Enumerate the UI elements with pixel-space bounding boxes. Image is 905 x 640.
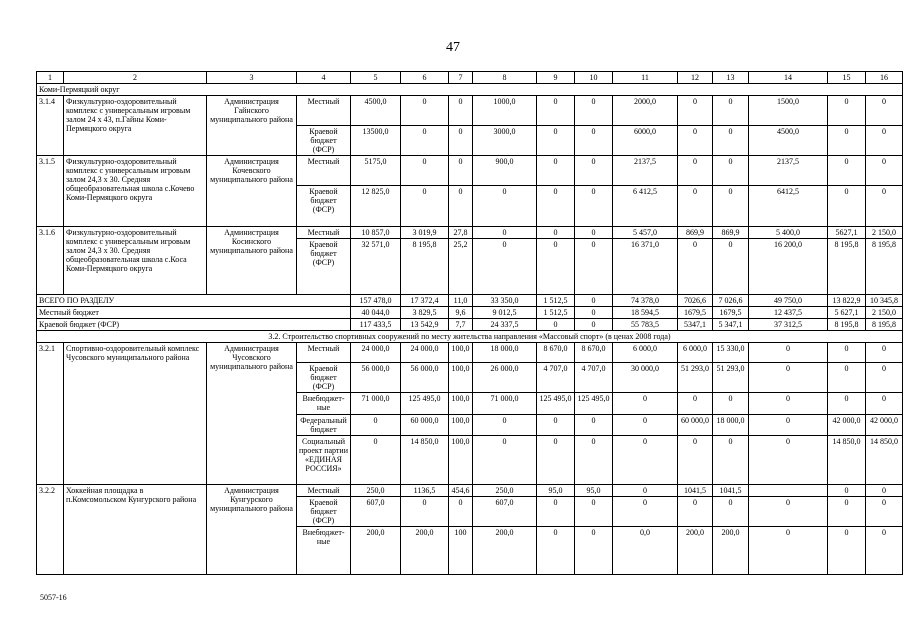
- amount-cell: 0: [575, 96, 613, 126]
- amount-cell: 7,7: [449, 319, 473, 331]
- amount-cell: 0: [401, 497, 449, 527]
- amount-cell: 0: [575, 319, 613, 331]
- funding-source: Краевой бюджет (ФСР): [297, 239, 351, 295]
- amount-cell: 0: [537, 497, 575, 527]
- amount-cell: 0: [713, 239, 749, 295]
- amount-cell: 0: [678, 393, 713, 415]
- budget-table: [36, 71, 903, 575]
- amount-cell: 200,0: [678, 527, 713, 575]
- amount-cell: 117 433,5: [351, 319, 401, 331]
- amount-cell: 0: [613, 415, 678, 436]
- amount-cell: 12 437,5: [749, 307, 828, 319]
- amount-cell: 0: [678, 126, 713, 156]
- amount-cell: 0: [613, 436, 678, 485]
- amount-cell: 0: [713, 186, 749, 227]
- column-header: 6: [401, 72, 449, 84]
- funding-source: Федеральный бюджет: [297, 415, 351, 436]
- amount-cell: 0: [749, 343, 828, 363]
- amount-cell: 0: [537, 527, 575, 575]
- project-number: 3.1.6: [37, 227, 64, 295]
- amount-cell: 4 707,0: [575, 363, 613, 393]
- amount-cell: 0: [449, 497, 473, 527]
- amount-cell: 6 000,0: [613, 343, 678, 363]
- funding-source: Краевой бюджет (ФСР): [297, 497, 351, 527]
- amount-cell: 0: [749, 393, 828, 415]
- amount-cell: 0: [537, 186, 575, 227]
- amount-cell: 0: [678, 239, 713, 295]
- project-name: Физкультурно-оздоровительный комплекс с универсальным игровым залом 24 х 43, п.Гайны Коми-Пермяцкого округа: [64, 96, 207, 156]
- amount-cell: 95,0: [537, 485, 575, 497]
- section-title: 3.2. Строительство спортивных сооружений по месту жительства направления «Массовый спорт» (в ценах 2008 года): [37, 331, 903, 343]
- amount-cell: 607,0: [351, 497, 401, 527]
- amount-cell: 3000,0: [473, 126, 537, 156]
- amount-cell: 0: [866, 343, 903, 363]
- amount-cell: 0: [828, 126, 866, 156]
- amount-cell: 0: [866, 527, 903, 575]
- amount-cell: 8 195,8: [828, 319, 866, 331]
- total-row: [37, 307, 903, 319]
- amount-cell: 55 783,5: [613, 319, 678, 331]
- amount-cell: 0: [575, 126, 613, 156]
- amount-cell: 0: [678, 497, 713, 527]
- amount-cell: 0: [713, 497, 749, 527]
- amount-cell: 0: [449, 96, 473, 126]
- amount-cell: 0: [537, 227, 575, 239]
- amount-cell: 125 495,0: [575, 393, 613, 415]
- amount-cell: 0: [575, 415, 613, 436]
- amount-cell: 8 670,0: [537, 343, 575, 363]
- amount-cell: 49 750,0: [749, 295, 828, 307]
- project-number: 3.1.5: [37, 156, 64, 227]
- amount-cell: 0: [749, 527, 828, 575]
- amount-cell: 100: [449, 527, 473, 575]
- funding-source: Социальный проект партии «ЕДИНАЯ РОССИЯ»: [297, 436, 351, 485]
- column-header: 12: [678, 72, 713, 84]
- amount-cell: 454,6: [449, 485, 473, 497]
- amount-cell: 869,9: [713, 227, 749, 239]
- column-header: 5: [351, 72, 401, 84]
- amount-cell: 200,0: [401, 527, 449, 575]
- amount-cell: 6 000,0: [678, 343, 713, 363]
- total-row: [37, 295, 903, 307]
- amount-cell: 16 371,0: [613, 239, 678, 295]
- amount-cell: 24 000,0: [401, 343, 449, 363]
- amount-cell: 0: [613, 485, 678, 497]
- amount-cell: 9 012,5: [473, 307, 537, 319]
- amount-cell: 4 707,0: [537, 363, 575, 393]
- total-row: [37, 319, 903, 331]
- amount-cell: 0: [449, 156, 473, 186]
- project-administrator: Администрация Чусовского муниципального района: [207, 343, 297, 485]
- amount-cell: 0: [613, 393, 678, 415]
- amount-cell: 5627,1: [828, 227, 866, 239]
- amount-cell: 30 000,0: [613, 363, 678, 393]
- amount-cell: 4500,0: [749, 126, 828, 156]
- amount-cell: 125 495,0: [401, 393, 449, 415]
- column-header: 11: [613, 72, 678, 84]
- column-header-row: [37, 72, 903, 84]
- project-name: Спортивно-оздоровительный комплекс Чусовского муниципального района: [64, 343, 207, 485]
- amount-cell: 13500,0: [351, 126, 401, 156]
- amount-cell: 6412,5: [749, 186, 828, 227]
- amount-cell: 0: [401, 96, 449, 126]
- amount-cell: 0: [473, 227, 537, 239]
- funding-source: Местный: [297, 96, 351, 126]
- amount-cell: 0: [678, 156, 713, 186]
- funding-source: Краевой бюджет (ФСР): [297, 186, 351, 227]
- amount-cell: 8 670,0: [575, 343, 613, 363]
- amount-cell: 24 000,0: [351, 343, 401, 363]
- amount-cell: 5 347,1: [713, 319, 749, 331]
- amount-cell: 200,0: [713, 527, 749, 575]
- amount-cell: 0: [828, 343, 866, 363]
- amount-cell: 250,0: [473, 485, 537, 497]
- amount-cell: 200,0: [351, 527, 401, 575]
- amount-cell: 56 000,0: [351, 363, 401, 393]
- amount-cell: 3 019,9: [401, 227, 449, 239]
- amount-cell: 100,0: [449, 393, 473, 415]
- amount-cell: 71 000,0: [351, 393, 401, 415]
- amount-cell: 2000,0: [613, 96, 678, 126]
- amount-cell: 0: [866, 363, 903, 393]
- project-name: Физкультурно-оздоровительный комплекс с универсальным игровым залом 24,3 х 30. Средняя общеобразовательная школа с.Коса Коми-Пермяцкого округа: [64, 227, 207, 295]
- amount-cell: 0: [749, 436, 828, 485]
- amount-cell: 74 378,0: [613, 295, 678, 307]
- amount-cell: 18 594,5: [613, 307, 678, 319]
- amount-cell: 0: [575, 436, 613, 485]
- amount-cell: 5 400,0: [749, 227, 828, 239]
- amount-cell: 607,0: [473, 497, 537, 527]
- amount-cell: 2 150,0: [866, 307, 903, 319]
- amount-cell: 51 293,0: [713, 363, 749, 393]
- column-header: 8: [473, 72, 537, 84]
- amount-cell: 37 312,5: [749, 319, 828, 331]
- amount-cell: 2137,5: [613, 156, 678, 186]
- funding-source: Внебюджет-ные: [297, 393, 351, 415]
- project-number: 3.1.4: [37, 96, 64, 156]
- amount-cell: 0: [713, 156, 749, 186]
- amount-cell: 18 000,0: [713, 415, 749, 436]
- amount-cell: 0: [473, 436, 537, 485]
- amount-cell: 60 000,0: [401, 415, 449, 436]
- amount-cell: 10 345,8: [866, 295, 903, 307]
- amount-cell: 0: [351, 415, 401, 436]
- project-administrator: Администрация Гайнского муниципального района: [207, 96, 297, 156]
- amount-cell: 33 350,0: [473, 295, 537, 307]
- amount-cell: 2 150,0: [866, 227, 903, 239]
- amount-cell: 0: [351, 436, 401, 485]
- total-label: ВСЕГО ПО РАЗДЕЛУ: [37, 295, 351, 307]
- project-administrator: Администрация Кочевского муниципального района: [207, 156, 297, 227]
- column-header: 16: [866, 72, 903, 84]
- amount-cell: 0: [713, 126, 749, 156]
- amount-cell: 25,2: [449, 239, 473, 295]
- document-code: 5057-16: [40, 593, 67, 602]
- amount-cell: 27,8: [449, 227, 473, 239]
- amount-cell: 0: [828, 186, 866, 227]
- funding-source: Местный: [297, 343, 351, 363]
- amount-cell: 1679,5: [678, 307, 713, 319]
- project-row: [37, 343, 903, 363]
- amount-cell: 56 000,0: [401, 363, 449, 393]
- amount-cell: 1679,5: [713, 307, 749, 319]
- project-row: [37, 485, 903, 497]
- amount-cell: 100,0: [449, 343, 473, 363]
- amount-cell: 7026,6: [678, 295, 713, 307]
- amount-cell: 17 372,4: [401, 295, 449, 307]
- amount-cell: 0: [713, 393, 749, 415]
- column-header: 14: [749, 72, 828, 84]
- amount-cell: 0: [678, 186, 713, 227]
- amount-cell: 0: [866, 156, 903, 186]
- amount-cell: 3 829,5: [401, 307, 449, 319]
- amount-cell: 0: [613, 497, 678, 527]
- amount-cell: 0: [401, 186, 449, 227]
- amount-cell: 900,0: [473, 156, 537, 186]
- amount-cell: 40 044,0: [351, 307, 401, 319]
- amount-cell: 0: [575, 227, 613, 239]
- amount-cell: 4500,0: [351, 96, 401, 126]
- amount-cell: 11,0: [449, 295, 473, 307]
- amount-cell: 250,0: [351, 485, 401, 497]
- amount-cell: 60 000,0: [678, 415, 713, 436]
- amount-cell: 13 822,9: [828, 295, 866, 307]
- project-administrator: Администрация Кунгурского муниципального района: [207, 485, 297, 575]
- amount-cell: 14 850,0: [401, 436, 449, 485]
- amount-cell: 6000,0: [613, 126, 678, 156]
- amount-cell: 0: [473, 415, 537, 436]
- amount-cell: 26 000,0: [473, 363, 537, 393]
- amount-cell: 5 627,1: [828, 307, 866, 319]
- amount-cell: 0: [678, 96, 713, 126]
- amount-cell: 100,0: [449, 415, 473, 436]
- table-body: [37, 72, 903, 575]
- amount-cell: [749, 485, 828, 497]
- page-number: 47: [446, 40, 460, 55]
- amount-cell: 0: [537, 156, 575, 186]
- amount-cell: 0: [828, 156, 866, 186]
- section-row: [37, 84, 903, 96]
- amount-cell: 8 195,8: [828, 239, 866, 295]
- amount-cell: 0: [713, 436, 749, 485]
- amount-cell: 0: [828, 96, 866, 126]
- amount-cell: 0: [575, 156, 613, 186]
- amount-cell: 0: [828, 497, 866, 527]
- amount-cell: 0: [713, 96, 749, 126]
- project-row: [37, 156, 903, 186]
- column-header: 9: [537, 72, 575, 84]
- amount-cell: 95,0: [575, 485, 613, 497]
- amount-cell: 9,6: [449, 307, 473, 319]
- amount-cell: 1000,0: [473, 96, 537, 126]
- amount-cell: 0: [537, 415, 575, 436]
- amount-cell: 0: [866, 497, 903, 527]
- amount-cell: 0: [401, 156, 449, 186]
- amount-cell: 0: [575, 295, 613, 307]
- section-row: [37, 331, 903, 343]
- amount-cell: 2137,5: [749, 156, 828, 186]
- amount-cell: 869,9: [678, 227, 713, 239]
- amount-cell: 18 000,0: [473, 343, 537, 363]
- funding-source: Местный: [297, 227, 351, 239]
- amount-cell: 5175,0: [351, 156, 401, 186]
- total-label: Краевой бюджет (ФСР): [37, 319, 351, 331]
- column-header: 7: [449, 72, 473, 84]
- funding-source: Местный: [297, 485, 351, 497]
- amount-cell: 0: [866, 393, 903, 415]
- amount-cell: 157 478,0: [351, 295, 401, 307]
- amount-cell: 0: [575, 527, 613, 575]
- amount-cell: 1041,5: [713, 485, 749, 497]
- amount-cell: 0: [866, 96, 903, 126]
- amount-cell: 12 825,0: [351, 186, 401, 227]
- amount-cell: 0: [449, 126, 473, 156]
- column-header: 15: [828, 72, 866, 84]
- amount-cell: 13 542,9: [401, 319, 449, 331]
- amount-cell: 0: [537, 436, 575, 485]
- amount-cell: 0: [828, 485, 866, 497]
- amount-cell: 0: [473, 186, 537, 227]
- amount-cell: 6 412,5: [613, 186, 678, 227]
- amount-cell: 200,0: [473, 527, 537, 575]
- amount-cell: 1 512,5: [537, 307, 575, 319]
- project-administrator: Администрация Косинского муниципального района: [207, 227, 297, 295]
- amount-cell: 15 330,0: [713, 343, 749, 363]
- amount-cell: 42 000,0: [828, 415, 866, 436]
- funding-source: Краевой бюджет (ФСР): [297, 126, 351, 156]
- amount-cell: 0: [449, 186, 473, 227]
- amount-cell: 100,0: [449, 363, 473, 393]
- amount-cell: 51 293,0: [678, 363, 713, 393]
- amount-cell: 0: [537, 319, 575, 331]
- amount-cell: 0: [749, 497, 828, 527]
- amount-cell: 0: [575, 497, 613, 527]
- amount-cell: 42 000,0: [866, 415, 903, 436]
- amount-cell: 8 195,8: [866, 239, 903, 295]
- amount-cell: 10 857,0: [351, 227, 401, 239]
- amount-cell: 1 512,5: [537, 295, 575, 307]
- amount-cell: 0: [473, 239, 537, 295]
- amount-cell: 5347,1: [678, 319, 713, 331]
- column-header: 10: [575, 72, 613, 84]
- amount-cell: 71 000,0: [473, 393, 537, 415]
- amount-cell: 0: [678, 436, 713, 485]
- column-header: 1: [37, 72, 64, 84]
- amount-cell: 0: [866, 186, 903, 227]
- amount-cell: 7 026,6: [713, 295, 749, 307]
- amount-cell: 1136,5: [401, 485, 449, 497]
- amount-cell: 14 850,0: [866, 436, 903, 485]
- amount-cell: 0,0: [613, 527, 678, 575]
- amount-cell: 16 200,0: [749, 239, 828, 295]
- amount-cell: 0: [828, 363, 866, 393]
- amount-cell: 0: [866, 126, 903, 156]
- amount-cell: 24 337,5: [473, 319, 537, 331]
- column-header: 13: [713, 72, 749, 84]
- column-header: 4: [297, 72, 351, 84]
- amount-cell: 5 457,0: [613, 227, 678, 239]
- amount-cell: 0: [537, 126, 575, 156]
- amount-cell: 0: [401, 126, 449, 156]
- amount-cell: 1500,0: [749, 96, 828, 126]
- amount-cell: 0: [749, 415, 828, 436]
- amount-cell: 0: [866, 485, 903, 497]
- amount-cell: 0: [537, 96, 575, 126]
- project-number: 3.2.1: [37, 343, 64, 485]
- amount-cell: 0: [537, 239, 575, 295]
- total-label: Местный бюджет: [37, 307, 351, 319]
- project-row: [37, 227, 903, 239]
- amount-cell: 0: [828, 393, 866, 415]
- amount-cell: 1041,5: [678, 485, 713, 497]
- project-name: Хоккейная площадка в п.Комсомольском Кунгурского района: [64, 485, 207, 575]
- amount-cell: 100,0: [449, 436, 473, 485]
- project-row: [37, 96, 903, 126]
- column-header: 3: [207, 72, 297, 84]
- column-header: 2: [64, 72, 207, 84]
- amount-cell: 8 195,8: [866, 319, 903, 331]
- amount-cell: 125 495,0: [537, 393, 575, 415]
- funding-source: Внебюджет-ные: [297, 527, 351, 575]
- amount-cell: 8 195,8: [401, 239, 449, 295]
- amount-cell: 0: [828, 527, 866, 575]
- amount-cell: 0: [575, 186, 613, 227]
- amount-cell: 14 850,0: [828, 436, 866, 485]
- amount-cell: 0: [749, 363, 828, 393]
- funding-source: Местный: [297, 156, 351, 186]
- project-number: 3.2.2: [37, 485, 64, 575]
- amount-cell: 0: [575, 307, 613, 319]
- section-title: Коми-Пермяцкий округ: [37, 84, 903, 96]
- project-name: Физкультурно-оздоровительный комплекс с универсальным игровым залом 24,3 х 30. Средняя общеобразовательная школа с.Кочево Коми-Пермяцкого округа: [64, 156, 207, 227]
- amount-cell: 0: [575, 239, 613, 295]
- amount-cell: 32 571,0: [351, 239, 401, 295]
- funding-source: Краевой бюджет (ФСР): [297, 363, 351, 393]
